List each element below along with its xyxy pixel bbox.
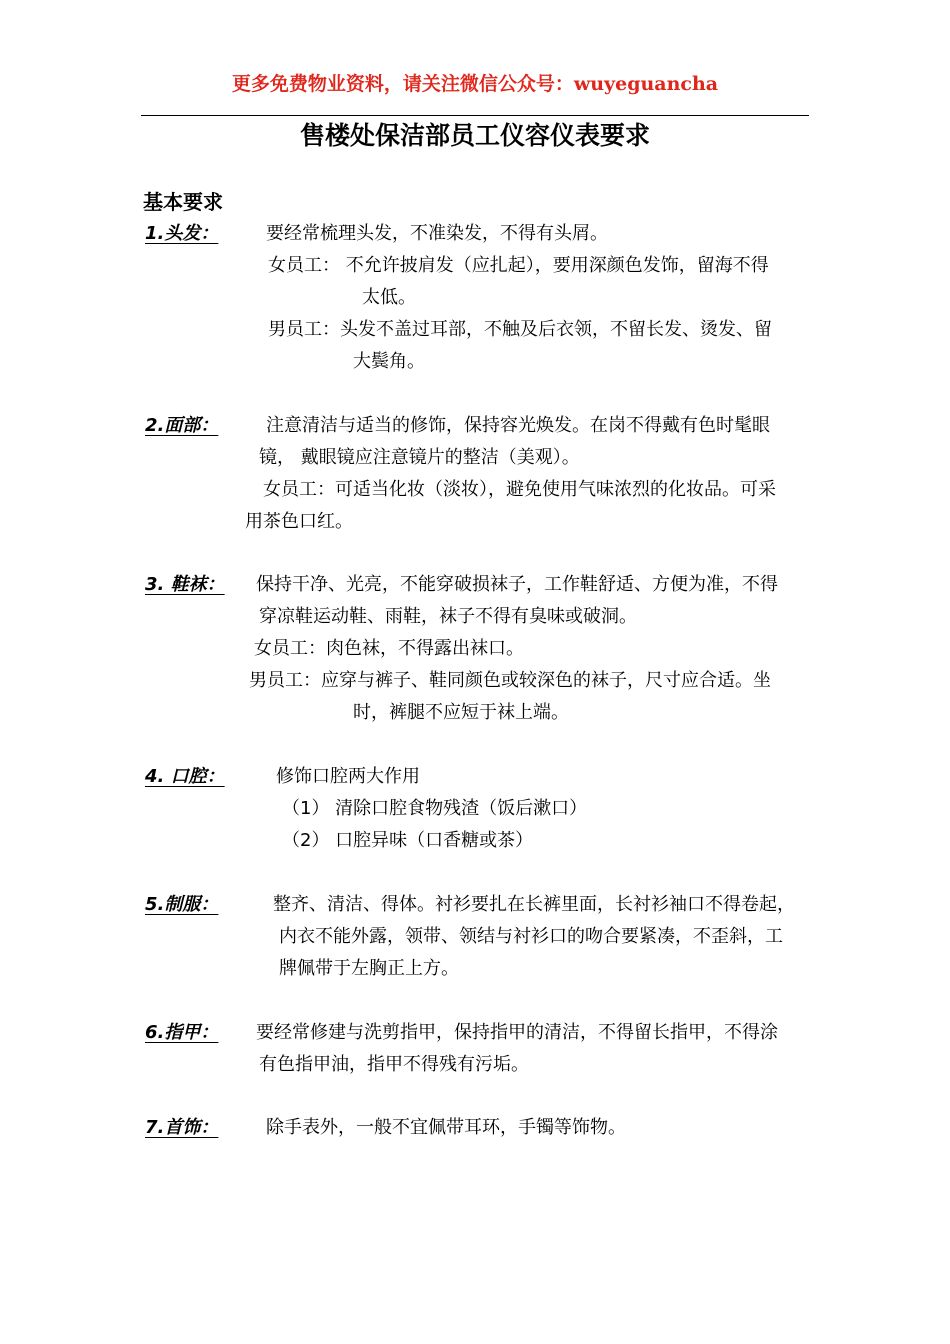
item-line: 用茶色口红。	[245, 511, 353, 532]
item-line: 镜， 戴眼镜应注意镜片的整洁（美观）。	[259, 447, 580, 468]
item-line: 男员工：头发不盖过耳部，不触及后衣领，不留长发、烫发、留	[268, 319, 772, 340]
item-line: 女员工： 不允许披肩发（应扎起），要用深颜色发饰，留海不得	[268, 255, 769, 276]
item-line: 时，裤腿不应短于袜上端。	[353, 702, 569, 723]
item-line: 注意清洁与适当的修饰，保持容光焕发。在岗不得戴有色时髦眼	[266, 415, 770, 436]
item-label-shoes-socks: 3. 鞋袜：	[145, 574, 225, 595]
item-line: 整齐、清洁、得体。衬衫要扎在长裤里面，长衬衫袖口不得卷起，	[273, 894, 795, 915]
item-line: 除手表外，一般不宜佩带耳环，手镯等饰物。	[266, 1117, 626, 1138]
promo-banner: 更多免费物业资料，请关注微信公众号：wuyeguancha	[231, 73, 719, 95]
item-line: 穿凉鞋运动鞋、雨鞋，袜子不得有臭味或破洞。	[259, 606, 637, 627]
item-line: 女员工：肉色袜，不得露出袜口。	[254, 638, 524, 659]
item-line: （2） 口腔异味（口香糖或茶）	[282, 830, 534, 851]
item-line: 要经常修建与洗剪指甲，保持指甲的清洁，不得留长指甲，不得涂	[256, 1022, 778, 1043]
item-label-face: 2.面部：	[145, 415, 219, 436]
item-line: 有色指甲油，指甲不得残有污垢。	[259, 1054, 529, 1075]
item-label-jewelry: 7.首饰：	[145, 1117, 219, 1138]
item-line: 男员工：应穿与裤子、鞋同颜色或较深色的袜子，尺寸应合适。坐	[249, 670, 771, 691]
document-title: 售楼处保洁部员工仪容仪表要求	[299, 121, 650, 150]
item-label-uniform: 5.制服：	[145, 894, 219, 915]
item-line: （1） 清除口腔食物残渣（饭后漱口）	[282, 798, 588, 819]
item-line: 修饰口腔两大作用	[276, 766, 420, 787]
item-line: 大鬓角。	[353, 351, 425, 372]
item-label-nails: 6.指甲：	[145, 1022, 219, 1043]
item-line: 女员工：可适当化妆（淡妆），避免使用气味浓烈的化妆品。可采	[263, 479, 776, 500]
item-line: 牌佩带于左胸正上方。	[279, 958, 459, 979]
item-label-hair: 1.头发：	[145, 223, 219, 244]
item-line: 太低。	[362, 287, 416, 308]
item-line: 要经常梳理头发，不准染发，不得有头屑。	[266, 223, 608, 244]
item-label-mouth: 4. 口腔：	[145, 766, 225, 787]
section-title: 基本要求	[143, 190, 223, 214]
item-line: 内衣不能外露，领带、领结与衬衫口的吻合要紧凑，不歪斜，工	[279, 926, 783, 947]
item-line: 保持干净、光亮，不能穿破损袜子，工作鞋舒适、方便为准，不得	[256, 574, 778, 595]
